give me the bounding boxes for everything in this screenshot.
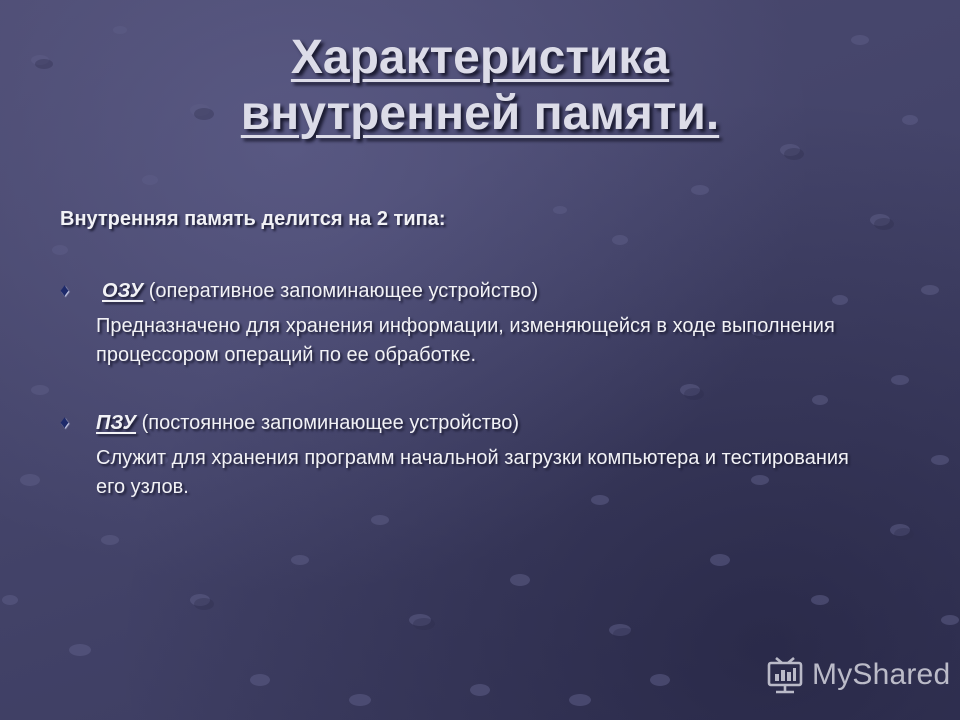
myshared-logo-icon — [766, 655, 804, 695]
diamond-bullet-icon: ♦ — [60, 280, 70, 300]
myshared-watermark — [766, 652, 950, 698]
term-description: Служит для хранения программ начальной загрузки компьютера и тестирования его узлов. — [96, 447, 849, 498]
term-abbreviation: ОЗУ — [102, 280, 144, 302]
list-item-ram — [60, 278, 880, 370]
slide-title-line-2: внутренней памяти. — [240, 87, 720, 140]
term-abbreviation: ПЗУ — [96, 412, 137, 434]
slide-title — [0, 30, 960, 142]
slide-title-line-1: Характеристика — [290, 31, 670, 84]
term-expansion: (постоянное запоминающее устройство) — [141, 412, 520, 434]
list-item-heading — [60, 278, 880, 304]
list-item-rom — [60, 410, 880, 502]
term-description: Предназначено для хранения информации, изменяющейся в ходе выполнения процессором операций по ее обработке. — [96, 315, 835, 366]
list-item-heading — [60, 410, 880, 436]
intro-text: Внутренняя память делится на 2 типа: — [60, 208, 446, 230]
diamond-bullet-icon: ♦ — [60, 412, 70, 432]
term-expansion: (оперативное запоминающее устройство) — [148, 280, 539, 302]
watermark-text: MyShared — [812, 658, 951, 691]
